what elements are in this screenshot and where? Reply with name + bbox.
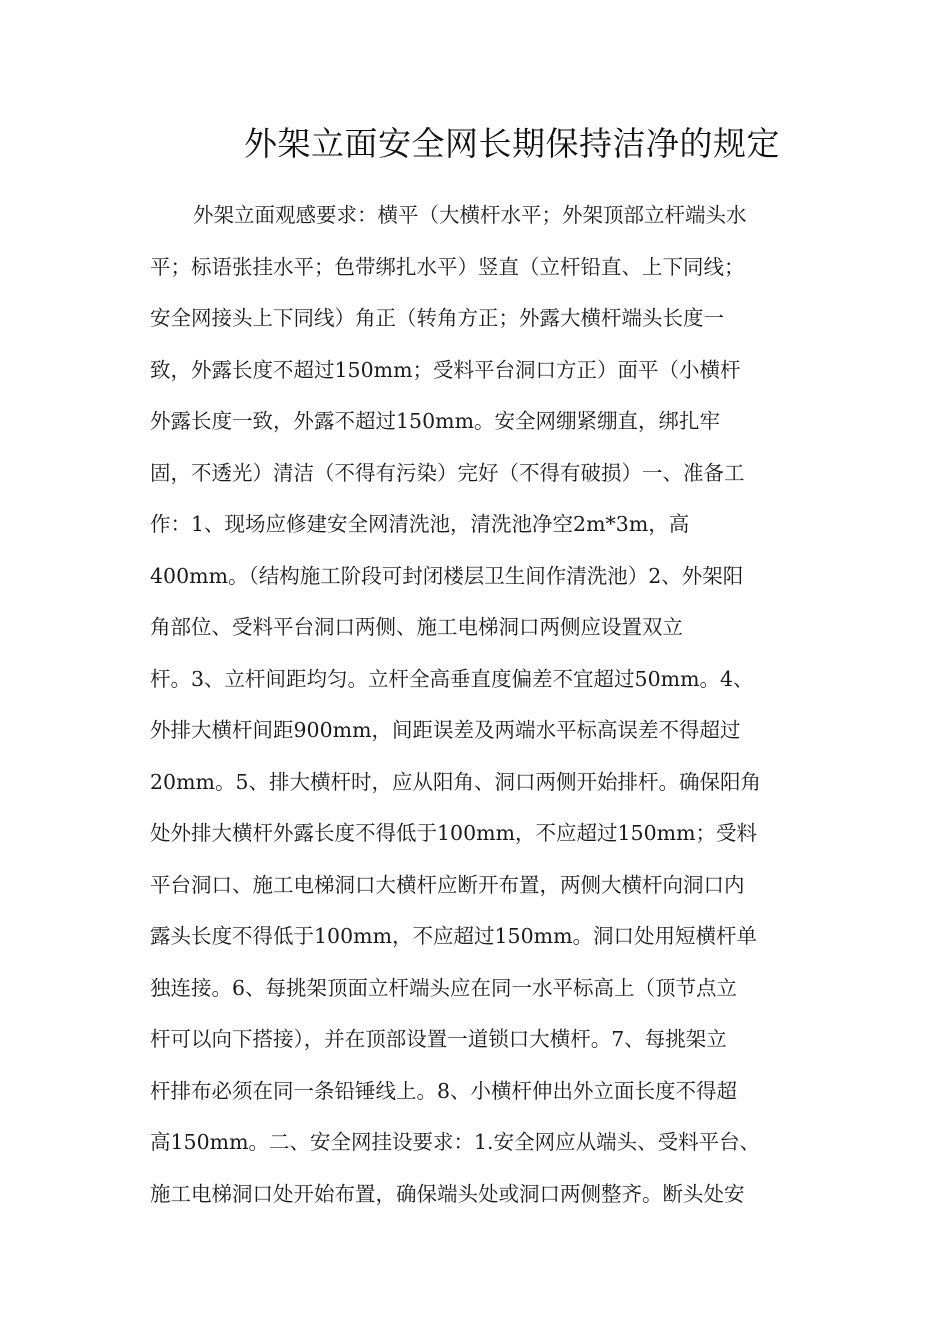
body-line: 杆可以向下搭接），并在顶部设置一道锁口大横杆。7、每挑架立 — [150, 1027, 727, 1051]
body-line: 固，不透光）清洁（不得有污染）完好（不得有破损）一、准备工 — [150, 460, 745, 485]
body-line: 外排大横杆间距900mm，间距误差及两端水平标高误差不得超过 — [150, 718, 741, 742]
body-line: 20mm。5、排大横杆时，应从阳角、洞口两侧开始排杆。确保阳角 — [150, 769, 762, 794]
body-line: 露头长度不得低于100mm，不应超过150mm。洞口处用短横杆单 — [150, 924, 758, 948]
body-line: 杆。3、立杆间距均匀。立杆全高垂直度偏差不宜超过50mm。4、 — [150, 666, 754, 691]
body-line: 施工电梯洞口处开始布置，确保端头处或洞口两侧整齐。断头处安 — [150, 1181, 745, 1206]
body-line: 角部位、受料平台洞口两侧、施工电梯洞口两侧应设置双立 — [150, 615, 683, 639]
body-line: 高150mm。二、安全网挂设要求：1.安全网应从端头、受料平台、 — [150, 1130, 761, 1154]
body-line: 致，外露长度不超过150mm；受料平台洞口方正）面平（小横杆 — [150, 357, 741, 382]
body-line: 处外排大横杆外露长度不得低于100mm，不应超过150mm；受料 — [150, 821, 758, 845]
body-line: 杆排布必须在同一条铅锤线上。8、小横杆伸出外立面长度不得超 — [150, 1078, 738, 1103]
document-title: 外架立面安全网长期保持洁净的规定 — [244, 124, 780, 163]
body-line: 作：1、现场应修建安全网清洗池，清洗池净空2m*3m，高 — [150, 512, 690, 536]
body-line: 安全网接头上下同线）角正（转角方正；外露大横杆端头长度一 — [150, 306, 724, 330]
body-line: 外架立面观感要求：横平（大横杆水平；外架顶部立杆端头水 — [193, 203, 747, 227]
body-line: 400mm。（结构施工阶段可封闭楼层卫生间作清洗池）2、外架阳 — [150, 563, 744, 588]
body-line: 独连接。6、每挑架顶面立杆端头应在同一水平标高上（顶节点立 — [150, 975, 738, 1000]
body-line: 外露长度一致，外露不超过150mm。安全网绷紧绷直，绑扎牢 — [150, 409, 721, 433]
body-line: 平；标语张挂水平；色带绑扎水平）竖直（立杆铅直、上下同线； — [150, 254, 745, 279]
document-body — [150, 193, 810, 1223]
body-line: 平台洞口、施工电梯洞口大横杆应断开布置，两侧大横杆向洞口内 — [150, 872, 745, 897]
